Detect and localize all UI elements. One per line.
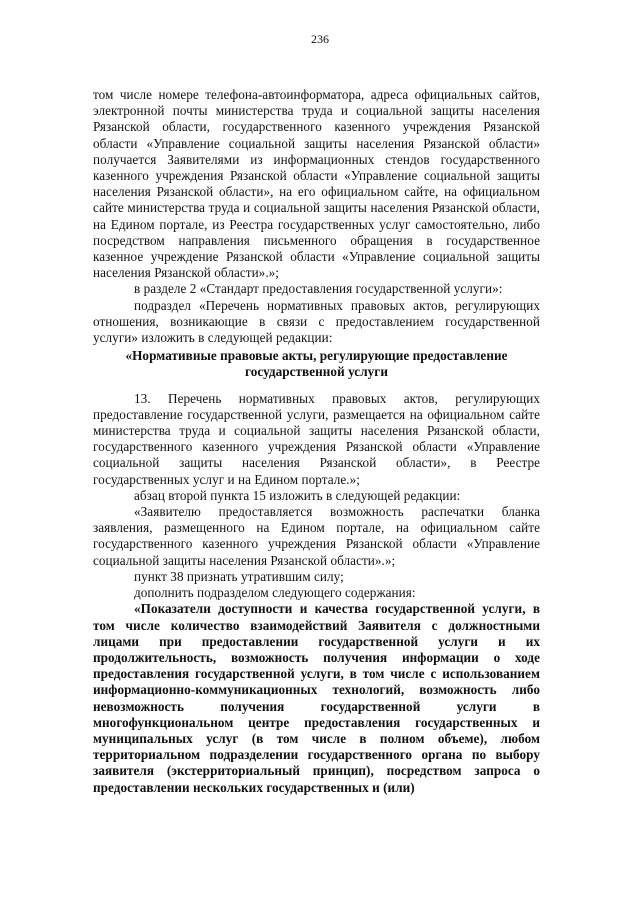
paragraph-add-subsection: дополнить подразделом следующего содержания:: [134, 585, 416, 601]
paragraph-item-15-text: «Заявителю предоставляется возможность распечатки бланка заявления, размещенного на Едином портале, на официальном сайте государственного казенного учреждения Рязанской области «Управление социальной защиты населения Рязанской области».»;: [93, 504, 540, 568]
paragraph-section-2: в разделе 2 «Стандарт предоставления государственной услуги»:: [134, 281, 503, 297]
paragraph-contact-info: том числе номере телефона-автоинформатора, адреса официальных сайтов, электронной почты министерства труда и социальной защиты населения Рязанской области, государственного казенного учреждения Рязанской области «Управление социальной защиты населения Рязанской области» получается Заявителями из информационных стендов государственного казенного учреждения Рязанской области «Управление социальной защиты населения Рязанской области», на его официальном сайте, на официальном сайте министерства труда и социальной защиты населения Рязанской области, на Едином портале, из Реестра государственных услуг самостоятельно, либо посредством направления письменного обращения в государственное казенное учреждение Рязанской области «Управление социальной защиты населения Рязанской области».»;: [93, 87, 540, 281]
paragraph-subsection-list: подраздел «Перечень нормативных правовых актов, регулирующих отношения, возникающие в связи с предоставлением государственной услуги» изложить в следующей редакции:: [93, 297, 540, 346]
section-heading: «Нормативные правовые акты, регулирующие предоставление государственной услуги: [125, 348, 508, 380]
page-number: 236: [311, 32, 329, 46]
paragraph-item-38: пункт 38 признать утратившим силу;: [134, 568, 344, 584]
document-body: [93, 87, 540, 796]
paragraph-accessibility-indicators: «Показатели доступности и качества государственной услуги, в том числе количество взаимодействий Заявителя с должностными лицами при предоставлении государственной услуги и их продолжительность, возможность получения информации о ходе предоставления государственной услуги, в том числе с использованием информационно-коммуникационных технологий, возможность либо невозможность получения государственной услуги в многофункциональном центре предоставления государственных и муниципальных услуг (в том числе в полном объеме), любом территориальном подразделении государственного органа по выбору заявителя (экстерриториальный принцип), посредством запроса о предоставлении нескольких государственных и (или): [93, 601, 540, 795]
paragraph-item-15-instruction: абзац второй пункта 15 изложить в следующей редакции:: [134, 487, 461, 503]
paragraph-item-13: 13. Перечень нормативных правовых актов, регулирующих предоставление государственной услуги, размещается на официальном сайте министерства труда и социальной защиты населения Рязанской области, государственного казенного учреждения Рязанской области «Управление социальной защиты населения Рязанской области», в Реестре государственных услуг и на Едином портале.»;: [93, 390, 540, 487]
